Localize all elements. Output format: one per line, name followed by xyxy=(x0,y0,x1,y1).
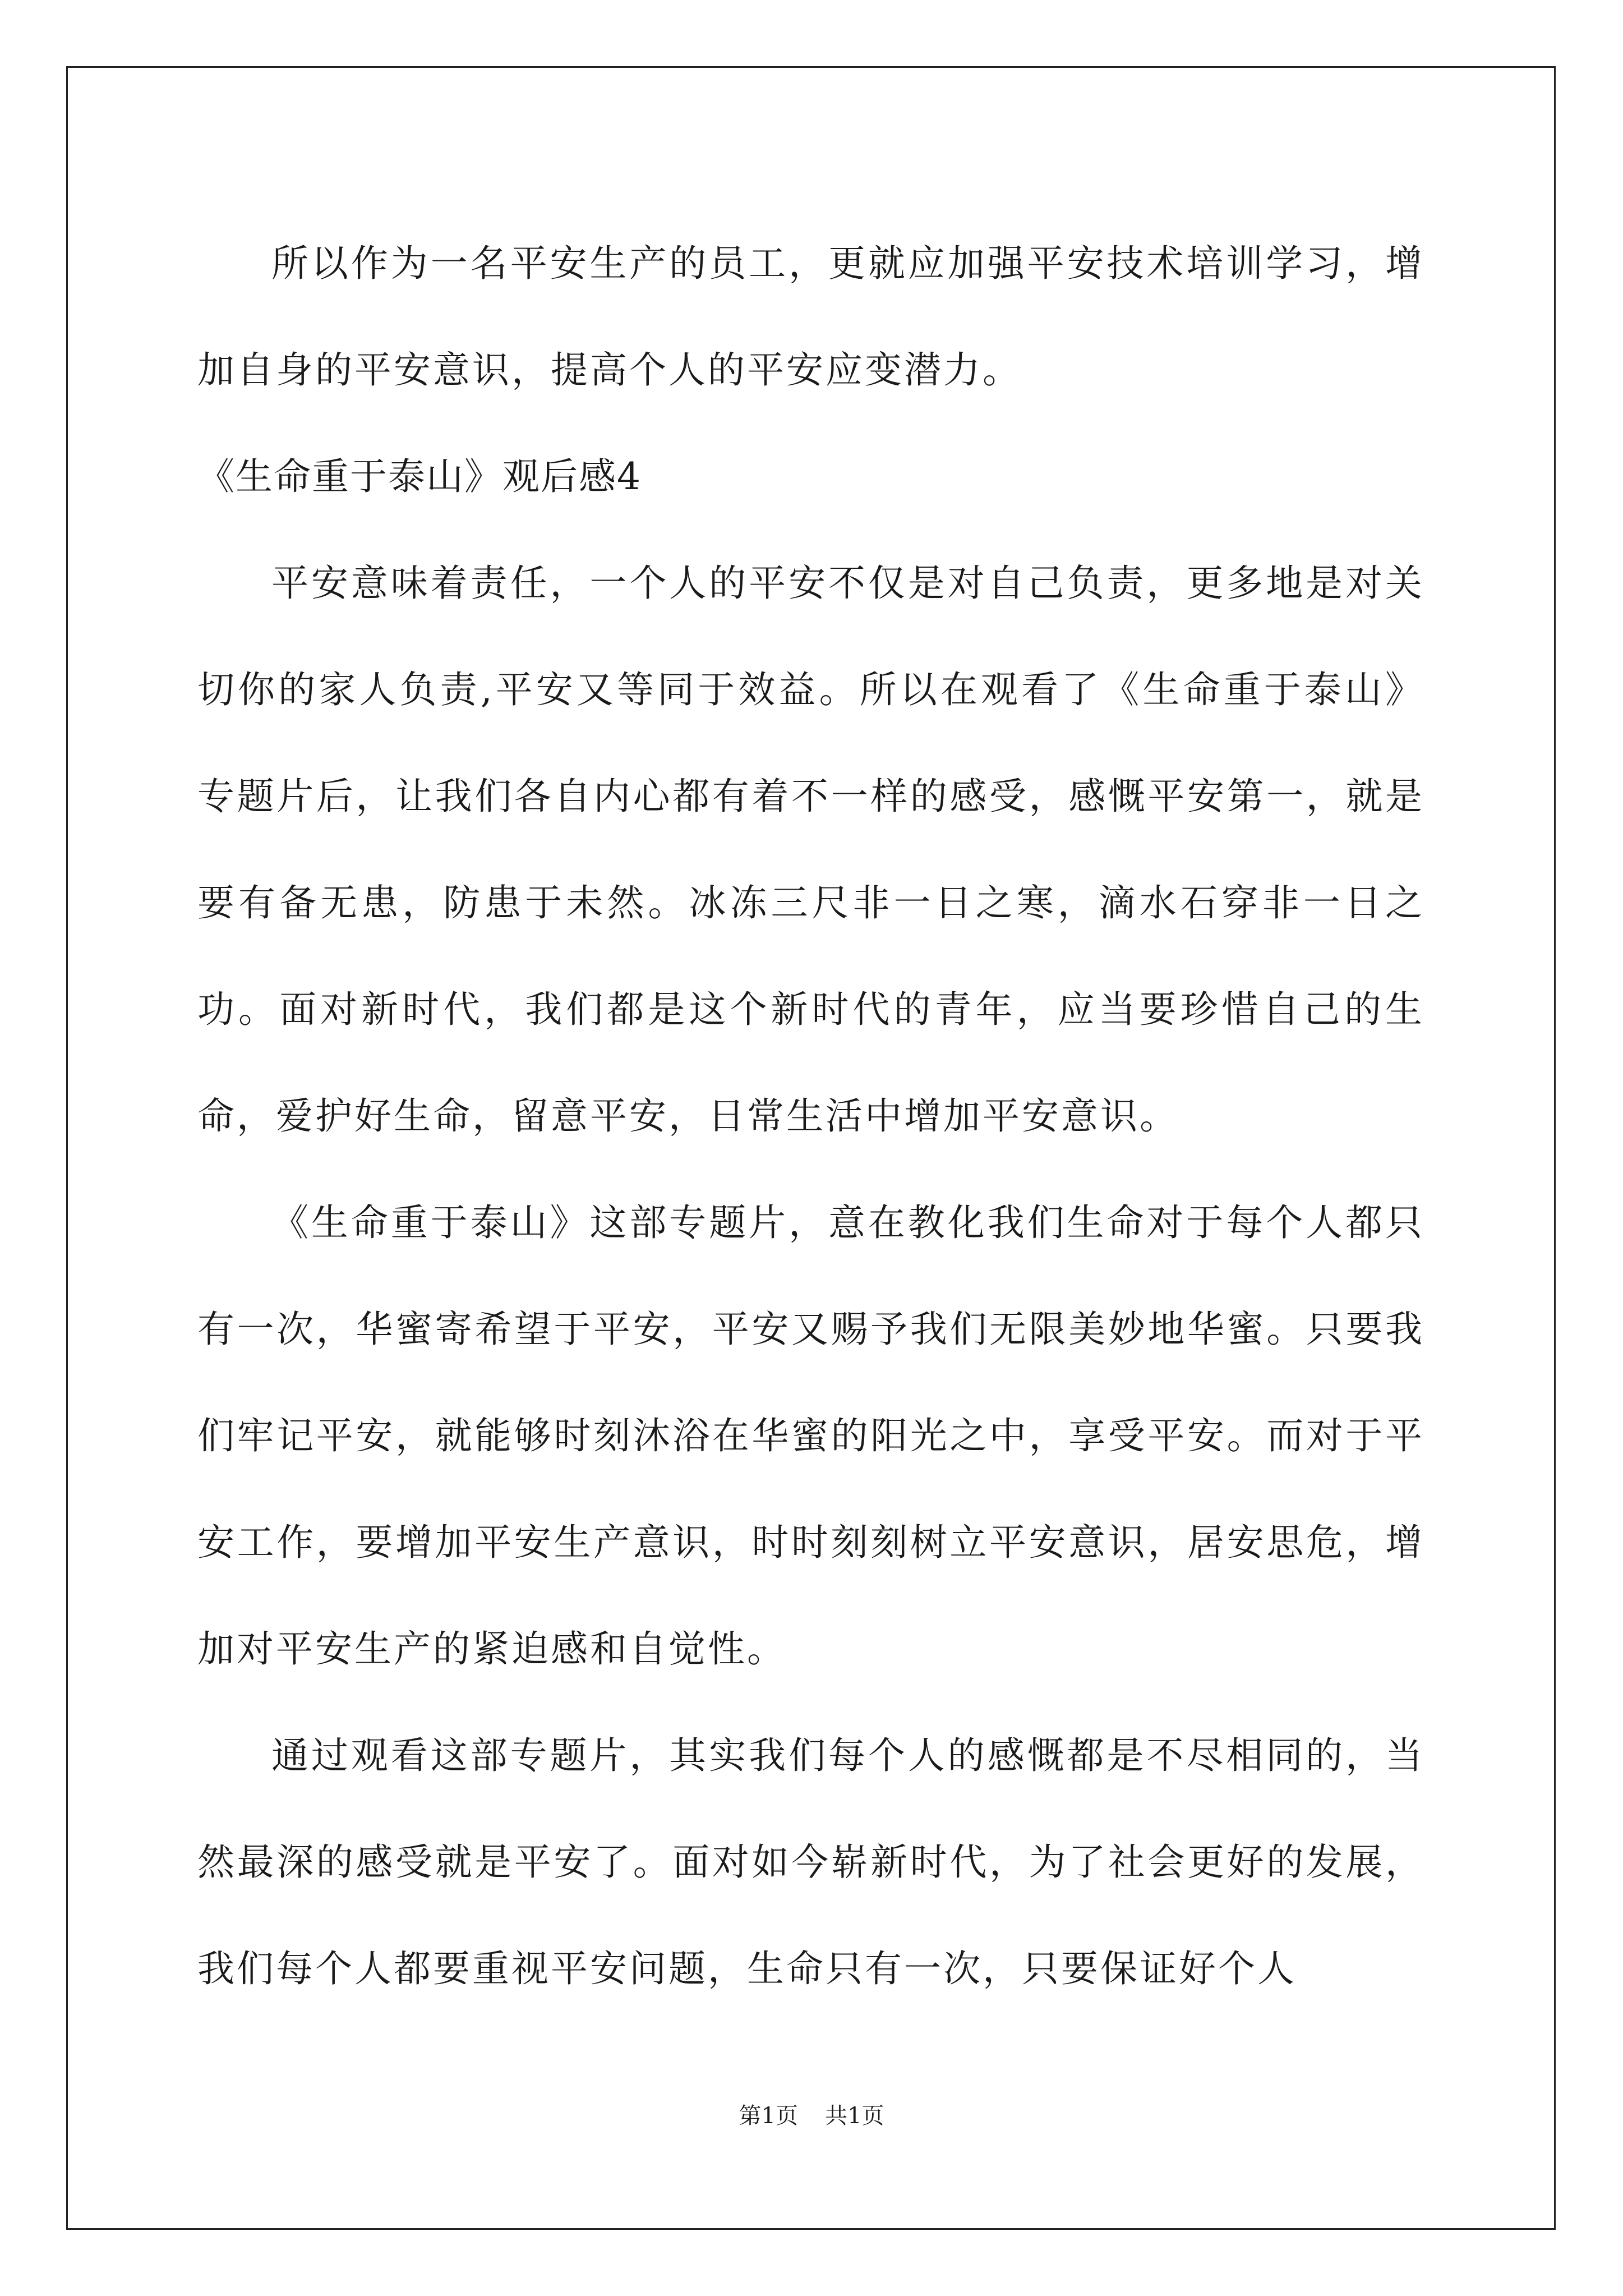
document-body xyxy=(197,210,1424,2022)
paragraph: 平安意味着责任，一个人的平安不仅是对自己负责，更多地是对关切你的家人负责,平安又等同于效益。所以在观看了《生命重于泰山》专题片后，让我们各自内心都有着不一样的感受，感慨平安第一，就是要有备无患，防患于未然。冰冻三尺非一日之寒，滴水石穿非一日之功。面对新时代，我们都是这个新时代的青年，应当要珍惜自己的生命，爱护好生命，留意平安，日常生活中增加平安意识。 xyxy=(197,562,1424,1138)
section-heading: 《生命重于泰山》观后感4 xyxy=(197,455,642,498)
paragraph: 所以作为一名平安生产的员工，更就应加强平安技术培训学习，增加自身的平安意识，提高个人的平安应变潜力。 xyxy=(197,242,1424,392)
paragraph: 《生命重于泰山》这部专题片，意在教化我们生命对于每个人都只有一次，华蜜寄希望于平安，平安又赐予我们无限美妙地华蜜。只要我们牢记平安，就能够时刻沐浴在华蜜的阳光之中，享受平安。而对于平安工作，要增加平安生产意识，时时刻刻树立平安意识，居安思危，增加对平安生产的紧迫感和自觉性。 xyxy=(197,1201,1424,1671)
page-total: 共1页 xyxy=(825,2103,884,2129)
paragraph: 通过观看这部专题片，其实我们每个人的感慨都是不尽相同的，当然最深的感受就是平安了。面对如今崭新时代，为了社会更好的发展，我们每个人都要重视平安问题，生命只有一次，只要保证好个人 xyxy=(197,1734,1424,1990)
page-number: 第1页 xyxy=(739,2103,798,2129)
page-footer xyxy=(0,2099,1623,2133)
